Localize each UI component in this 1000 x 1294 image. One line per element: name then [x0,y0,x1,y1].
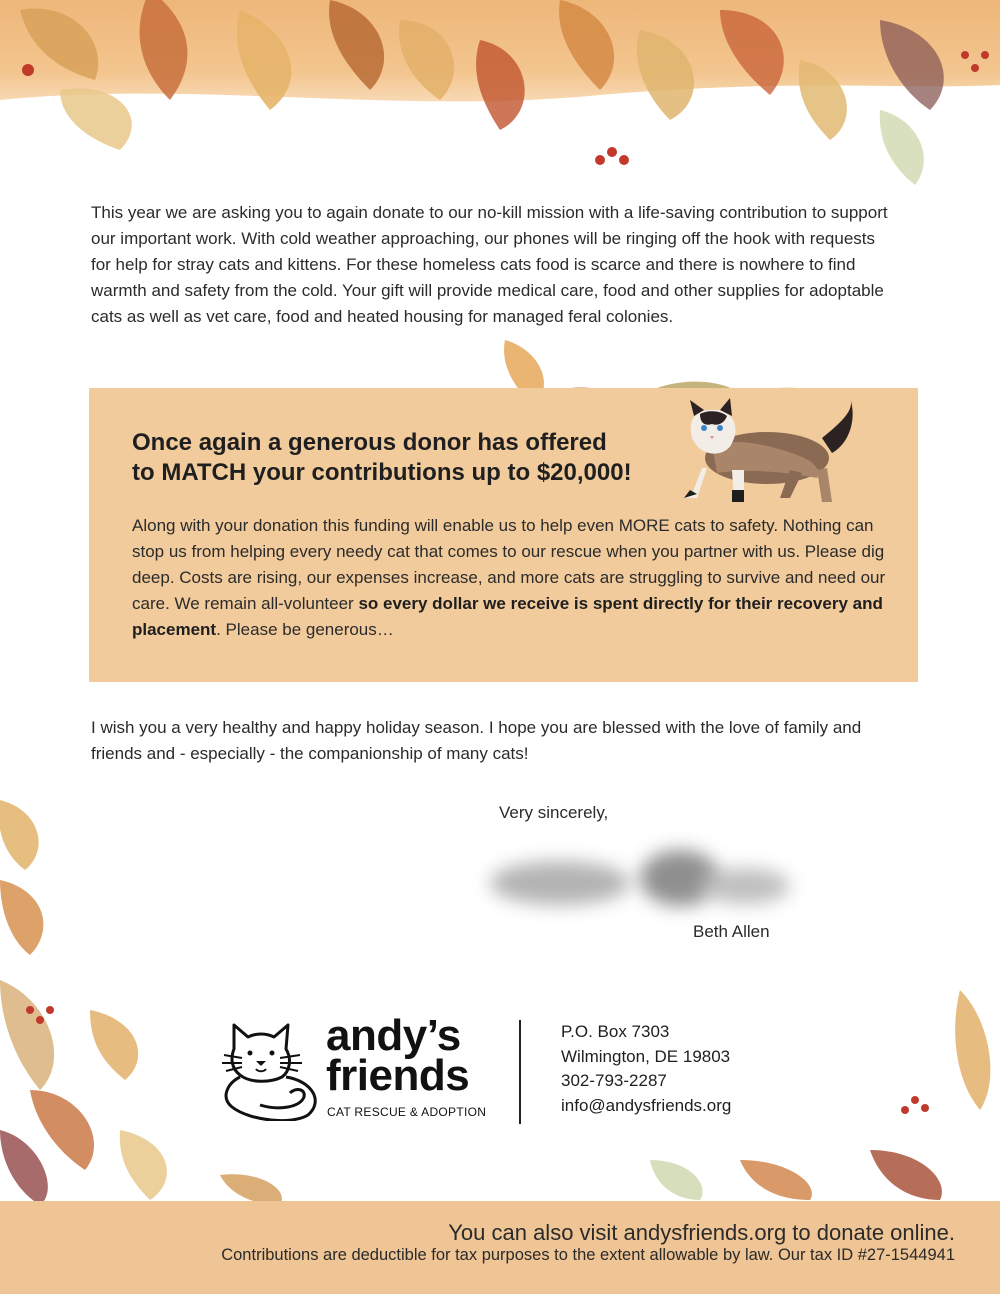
curled-cat-icon [220,1015,330,1121]
address-phone: 302-793-2287 [561,1071,667,1090]
header-wave [0,70,1000,150]
match-heading-line2: to MATCH your contributions up to $20,000! [132,459,632,486]
match-body [132,513,892,643]
logo-divider [519,1020,521,1124]
intro-paragraph: This year we are asking you to again donate to our no-kill mission with a life-saving contribution to support our important work. With cold weather approaching, our phones will be ringing off the hook with requests for help for stray cats and kittens. For these homeless cats food is scarce and there is nowhere to find warmth and safety from the cold. Your gift will provide medical care, food and other supplies for adoptable cats as well as vet care, food and heated housing for managed feral colonies. [91,203,888,326]
match-body-text: Along with your donation this funding will enable us to help even MORE cats to safety. Nothing can stop us from helping every needy cat that comes to our rescue when you partner with us. Please dig deep. Costs are rising, our expenses increase, and more cats are struggling to survive and need our care. We remain all-volunteer [132,516,886,613]
mailing-address [561,1020,731,1118]
match-heading [132,428,692,488]
blurred-signature [480,838,800,923]
match-heading-line1: Once again a generous donor has offered [132,429,607,456]
logo-wordmark [326,1011,496,1100]
signer-name: Beth Allen [693,922,770,941]
walking-cat-icon [672,398,857,510]
footer-tax-note: Contributions are deductible for tax purposes to the extent allowable by law. Our tax ID #27-1544941 [221,1246,955,1264]
footer-donate-online: You can also visit andysfriends.org to donate online. [448,1220,955,1245]
address-po-box: P.O. Box 7303 [561,1022,670,1041]
holiday-wish-paragraph: I wish you a very healthy and happy holiday season. I hope you are blessed with the love of family and friends and - especially - the companionship of many cats! [91,718,862,763]
closing-text: Very sincerely, [499,803,609,822]
address-city: Wilmington, DE 19803 [561,1046,731,1066]
match-body-end: . Please be generous… [216,620,394,639]
logo-name-line2: friends [326,1051,470,1100]
logo-tagline: CAT RESCUE & ADOPTION [327,1105,487,1119]
address-email: info@andysfriends.org [561,1095,732,1115]
logo-name-line1: andy’s [326,1011,461,1060]
match-body-bold: so every dollar we receive is spent directly for their recovery and placement [132,594,883,639]
